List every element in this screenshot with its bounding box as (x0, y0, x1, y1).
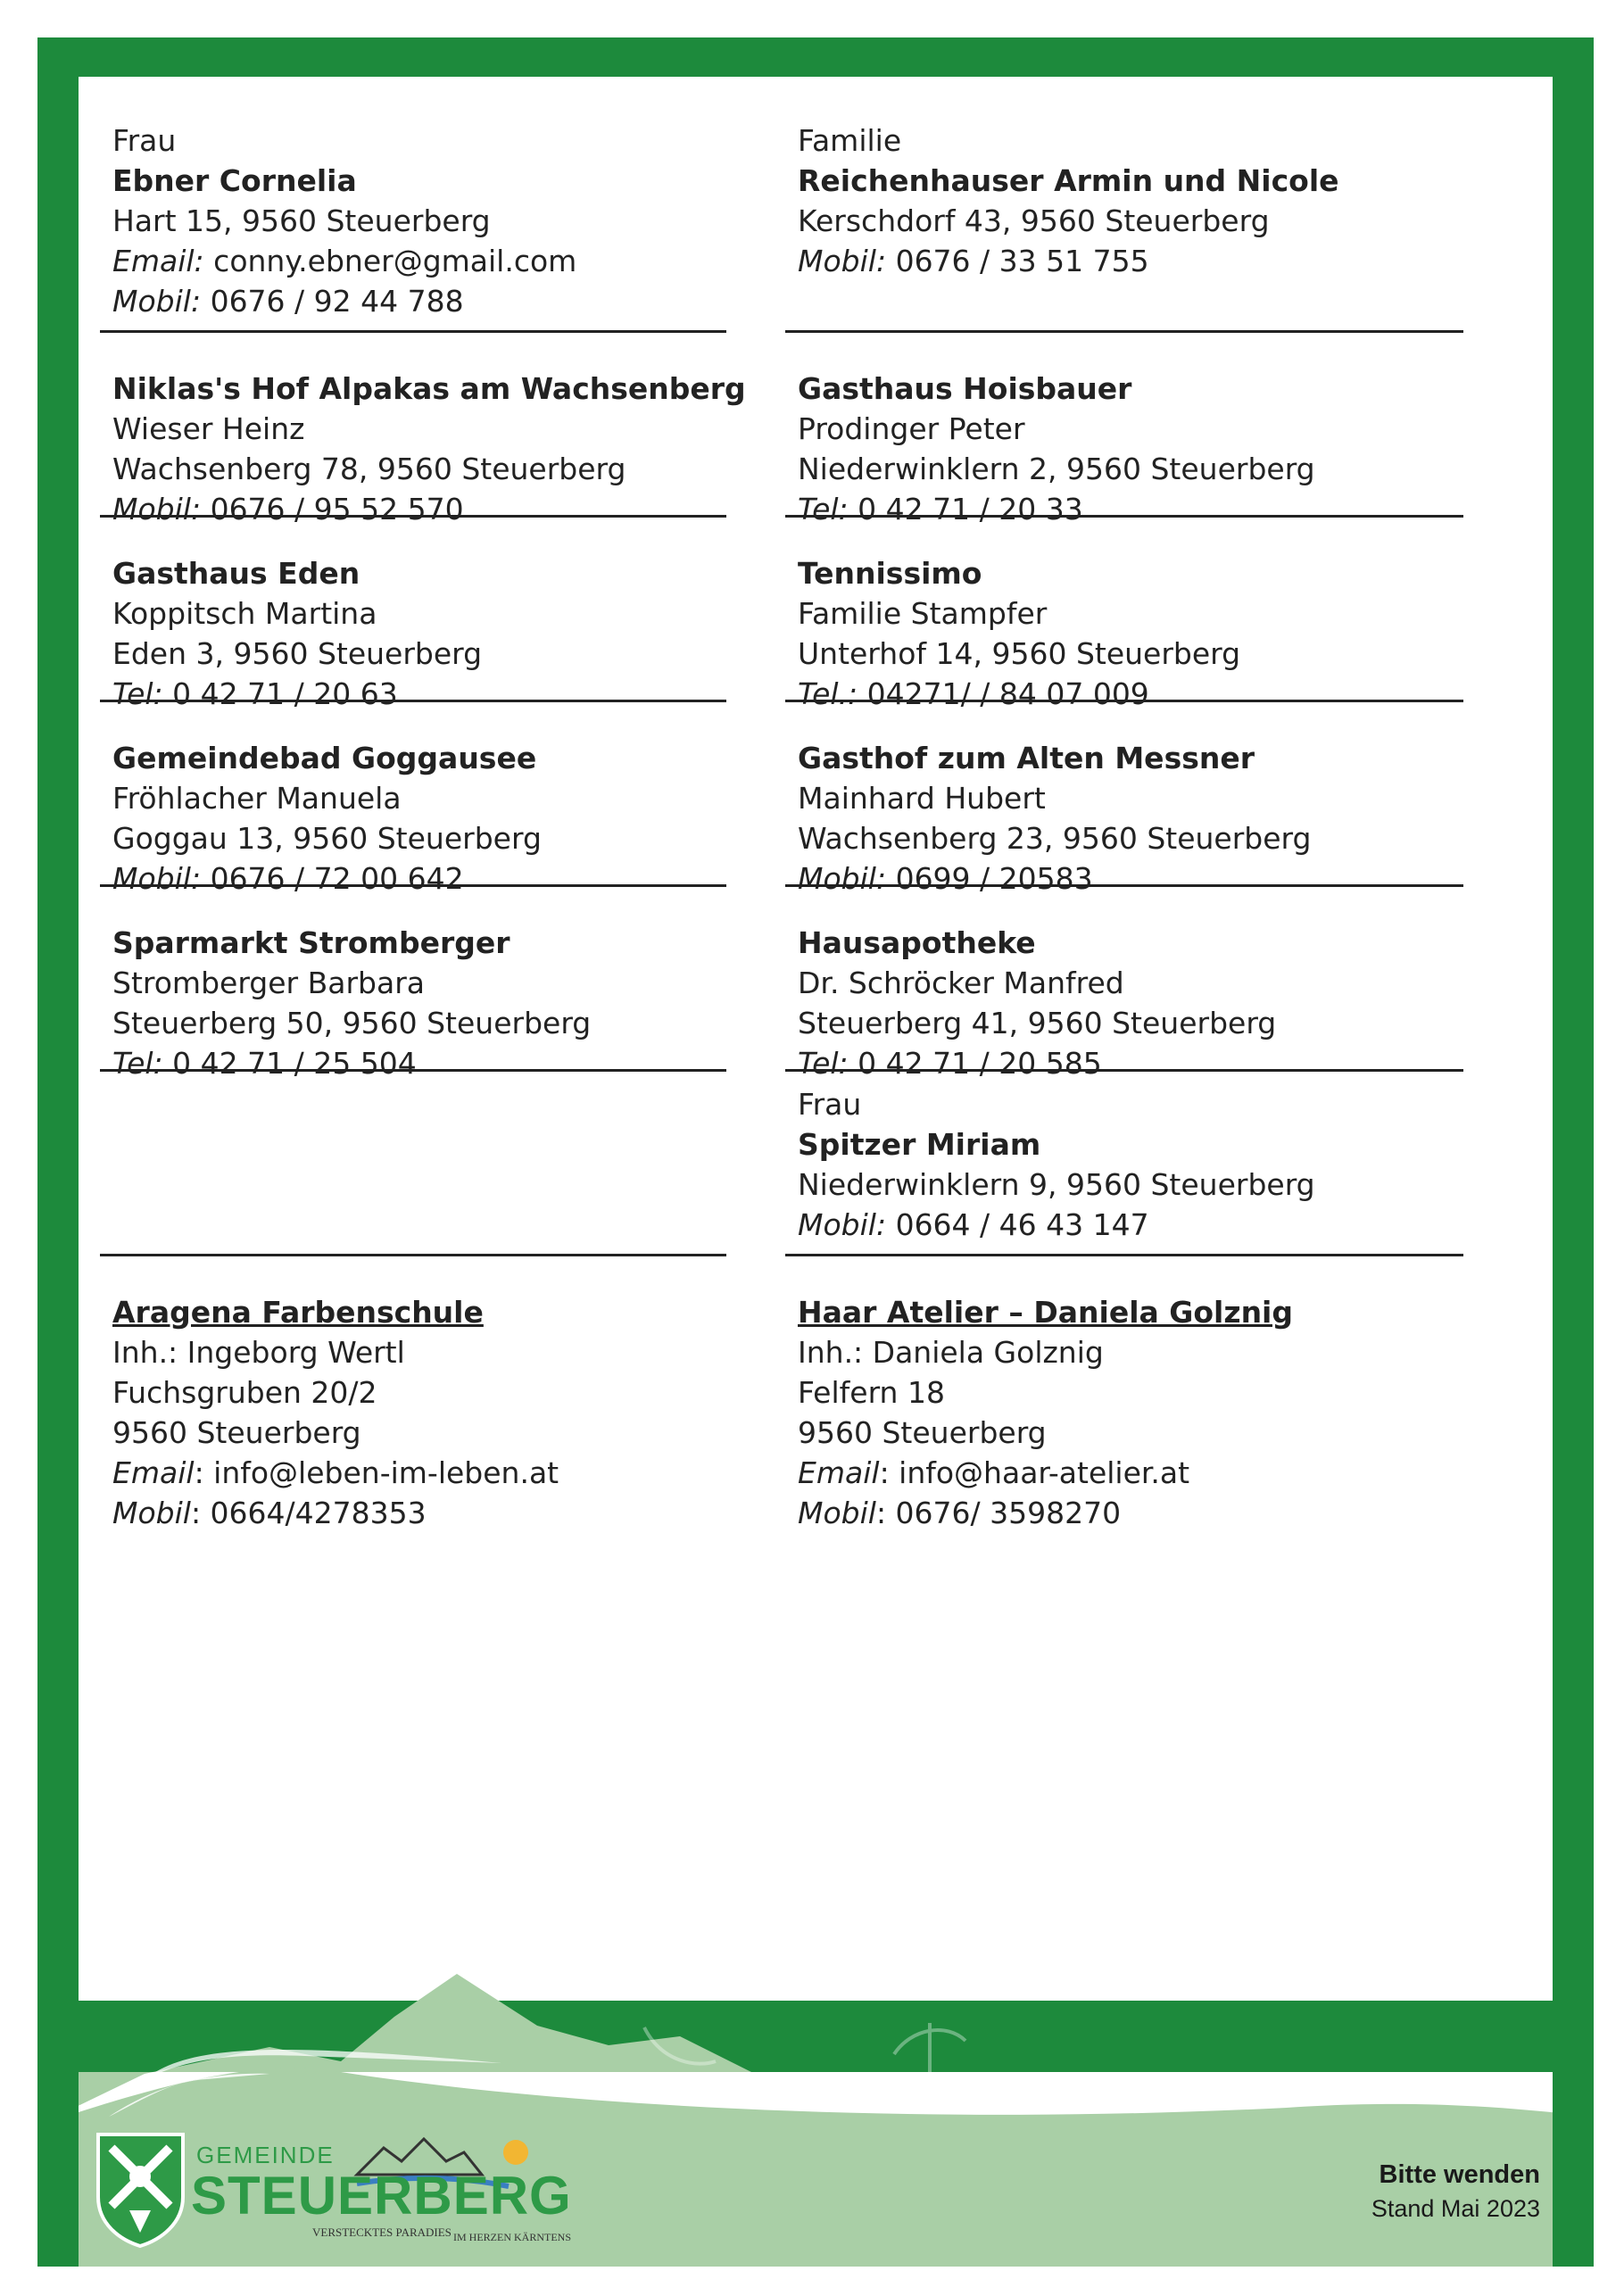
contact-name: Spitzer Miriam (798, 1127, 1041, 1162)
contact-entry (785, 887, 1463, 1081)
street: Fuchsgruben 20/2 (112, 1375, 377, 1410)
mobile-number[interactable]: 0676 / 92 44 788 (201, 284, 464, 319)
contact-person: Wieser Heinz (112, 411, 305, 446)
email-label: Email: (112, 244, 204, 278)
mobile-number[interactable]: 0676 / 33 51 755 (886, 244, 1149, 278)
address: Hart 15, 9560 Steuerberg (112, 203, 491, 238)
empty-entry (100, 1072, 726, 1256)
address: Wachsenberg 23, 9560 Steuerberg (798, 821, 1312, 856)
contact-name: Gemeindebad Goggausee (112, 741, 537, 775)
logo-tagline-right: IM HERZEN KÄRNTENS (453, 2231, 571, 2243)
contacts-right-column (785, 82, 1463, 1533)
contact-name: Niklas's Hof Alpakas am Wachsenberg (112, 371, 746, 406)
tel-label: Tel: (798, 492, 849, 526)
contact-person: Dr. Schröcker Manfred (798, 966, 1124, 1000)
tel-number[interactable]: 04271/ / 84 07 009 (858, 676, 1149, 711)
tel-number[interactable]: 0 42 71 / 20 585 (848, 1046, 1102, 1081)
tel-label: Tel.: (798, 676, 858, 711)
contact-person: Inh.: Ingeborg Wertl (112, 1335, 405, 1370)
email[interactable]: : info@haar-atelier.at (879, 1455, 1190, 1490)
salutation: Frau (798, 1087, 862, 1122)
municipality-logo (89, 2126, 589, 2250)
address: Wachsenberg 78, 9560 Steuerberg (112, 452, 626, 486)
footer-note (1371, 2158, 1540, 2226)
logo-line1: GEMEINDE (196, 2142, 335, 2168)
contact-person: Stromberger Barbara (112, 966, 425, 1000)
salutation: Familie (798, 123, 902, 158)
mobile-label: Mobil: (798, 244, 887, 278)
frame-top (37, 37, 1594, 77)
address: Kerschdorf 43, 9560 Steuerberg (798, 203, 1270, 238)
contact-name: Reichenhauser Armin und Nicole (798, 163, 1339, 198)
mobile-label: Mobil: (112, 861, 202, 896)
frame-right (1553, 37, 1594, 2267)
contact-name: Aragena Farbenschule (112, 1295, 484, 1330)
tel-label: Tel: (112, 676, 163, 711)
tel-label: Tel: (112, 1046, 163, 1081)
contact-entry (100, 1256, 726, 1533)
contact-name: Gasthaus Eden (112, 556, 360, 591)
contacts-left-column (100, 82, 746, 1533)
address: Niederwinklern 9, 9560 Steuerberg (798, 1167, 1315, 1202)
contact-name: Sparmarkt Stromberger (112, 925, 510, 960)
tel-number[interactable]: 0 42 71 / 20 63 (162, 676, 398, 711)
contact-entry (100, 82, 726, 333)
street: Felfern 18 (798, 1375, 945, 1410)
email[interactable]: : info@leben-im-leben.at (194, 1455, 559, 1490)
city: 9560 Steuerberg (798, 1415, 1047, 1450)
address: Eden 3, 9560 Steuerberg (112, 636, 483, 671)
salutation: Frau (112, 123, 177, 158)
contact-name: Hausapotheke (798, 925, 1036, 960)
city: 9560 Steuerberg (112, 1415, 361, 1450)
mobile-number[interactable]: : 0676/ 3598270 (875, 1496, 1122, 1530)
contact-entry (785, 518, 1463, 711)
mobile-number[interactable]: 0676 / 72 00 642 (201, 861, 464, 896)
contact-entry (100, 333, 746, 526)
mobile-number[interactable]: 0664 / 46 43 147 (886, 1207, 1149, 1242)
address: Niederwinklern 2, 9560 Steuerberg (798, 452, 1315, 486)
contact-entry (100, 702, 726, 896)
logo-line2: STEUERBERG (191, 2166, 572, 2226)
contact-person: Koppitsch Martina (112, 596, 377, 631)
contact-entry (785, 333, 1463, 526)
contact-entry (100, 887, 726, 1081)
contact-person: Familie Stampfer (798, 596, 1048, 631)
logo-tagline-left: VERSTECKTES PARADIES (312, 2226, 452, 2239)
email-label: Email (798, 1455, 880, 1490)
please-turn-note: Bitte wenden (1379, 2160, 1540, 2189)
mobile-label: Mobil: (798, 861, 887, 896)
contact-name: Haar Atelier – Daniela Golznig (798, 1295, 1293, 1330)
mobile-label: Mobil: (798, 1207, 887, 1242)
email[interactable]: conny.ebner@gmail.com (203, 244, 577, 278)
mobile-label: Mobil: (112, 492, 202, 526)
address: Unterhof 14, 9560 Steuerberg (798, 636, 1241, 671)
contact-name: Tennissimo (798, 556, 982, 591)
address: Steuerberg 41, 9560 Steuerberg (798, 1006, 1277, 1040)
tel-number[interactable]: 0 42 71 / 20 33 (848, 492, 1083, 526)
mobile-number[interactable]: : 0664/4278353 (190, 1496, 427, 1530)
contact-entry (785, 702, 1463, 896)
contact-entry (785, 82, 1463, 333)
address: Steuerberg 50, 9560 Steuerberg (112, 1006, 592, 1040)
mobile-label: Mobil: (112, 284, 202, 319)
contact-entry (785, 1256, 1463, 1533)
mobile-number[interactable]: 0676 / 95 52 570 (201, 492, 464, 526)
contact-person: Prodinger Peter (798, 411, 1025, 446)
mobile-number[interactable]: 0699 / 20583 (886, 861, 1093, 896)
contact-entry (785, 1072, 1463, 1256)
version-date: Stand Mai 2023 (1371, 2195, 1540, 2222)
contact-person: Inh.: Daniela Golznig (798, 1335, 1104, 1370)
contact-entry (100, 518, 726, 711)
contact-name: Ebner Cornelia (112, 163, 357, 198)
frame-left (37, 37, 79, 2267)
tel-number[interactable]: 0 42 71 / 25 504 (162, 1046, 417, 1081)
address: Goggau 13, 9560 Steuerberg (112, 821, 542, 856)
contact-name: Gasthof zum Alten Messner (798, 741, 1255, 775)
contact-person: Mainhard Hubert (798, 781, 1046, 816)
contact-person: Fröhlacher Manuela (112, 781, 402, 816)
contact-name: Gasthaus Hoisbauer (798, 371, 1132, 406)
mobile-label: Mobil (112, 1496, 191, 1530)
mobile-label: Mobil (798, 1496, 876, 1530)
tel-label: Tel: (798, 1046, 849, 1081)
email-label: Email (112, 1455, 195, 1490)
